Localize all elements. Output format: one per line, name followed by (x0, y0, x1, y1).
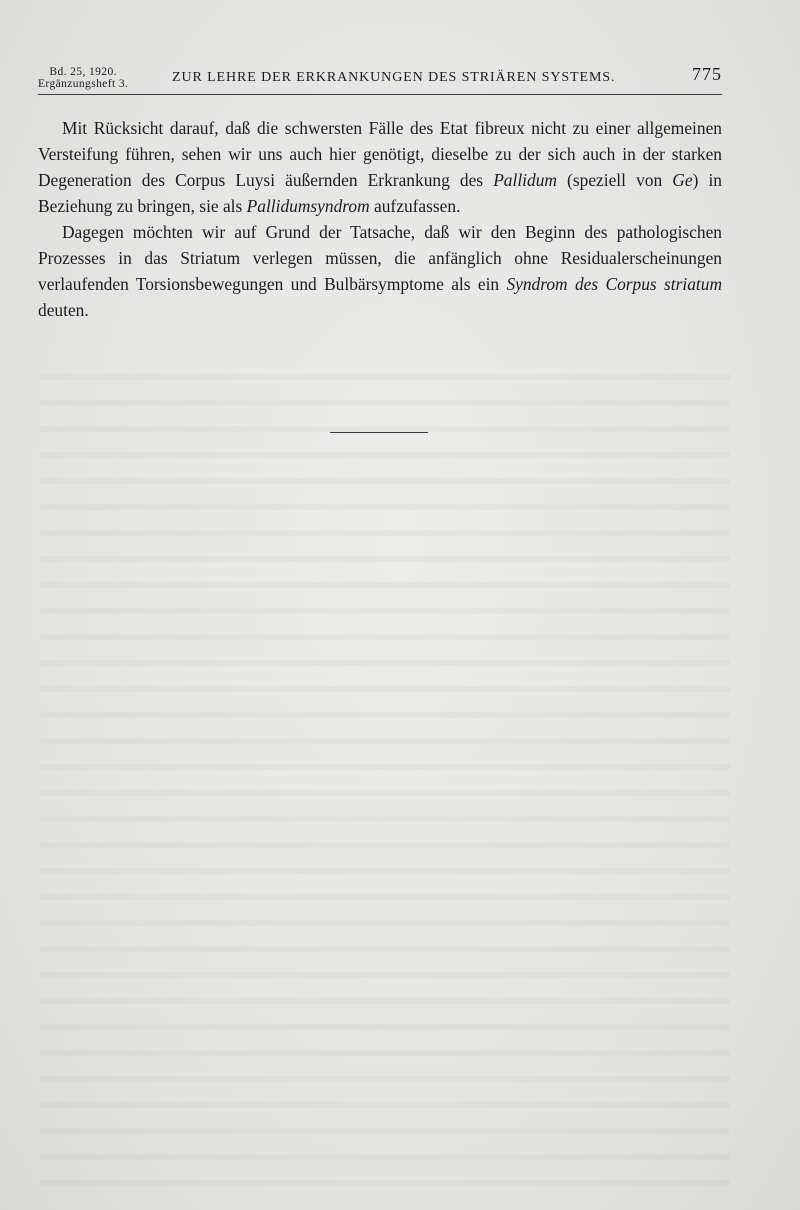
supplement-line: Ergänzungsheft 3. (38, 78, 129, 90)
paragraph (38, 115, 722, 219)
page-number: 775 (692, 64, 722, 84)
text-segment: aufzufassen. (369, 196, 461, 216)
italic-term: Syndrom des Corpus striatum (506, 274, 722, 294)
text-segment: (speziell von (556, 170, 673, 190)
text-segment: Dagegen möchten wir auf Grund der Tatsache, daß wir den Beginn des pathologischen Prozesses in das Striatum verlegen müssen, die anfänglich ohne Residualerscheinungen verlaufenden Torsionsbewegungen und Bulbärsymptome als ein (38, 222, 722, 294)
volume-info (38, 66, 128, 90)
italic-term: Pallidumsyndrom (246, 196, 370, 216)
running-title: ZUR LEHRE DER ERKRANKUNGEN DES STRIÄREN SYSTEMS. (172, 70, 616, 85)
show-through-background (40, 360, 730, 1200)
text-segment: deuten. (38, 300, 89, 320)
paragraph (38, 219, 722, 323)
running-header (38, 64, 722, 95)
text-segment: Mit Rücksicht darauf, daß die schwersten Fälle des Etat fibreux nicht zu einer allgemeinen Versteifung führen, sehen wir uns auch hier genötigt, dieselbe zu der sich auch in der starken Degeneration des Corpus Luysi äußernden Erkrankung des (38, 118, 722, 190)
body-text (38, 115, 722, 323)
section-end-rule (330, 432, 428, 433)
text-segment: ) in Beziehung zu bringen, sie als (38, 170, 722, 216)
volume-line: Bd. 25, 1920. (49, 66, 117, 78)
italic-term: Ge (672, 170, 693, 190)
italic-term: Pallidum (493, 170, 557, 190)
